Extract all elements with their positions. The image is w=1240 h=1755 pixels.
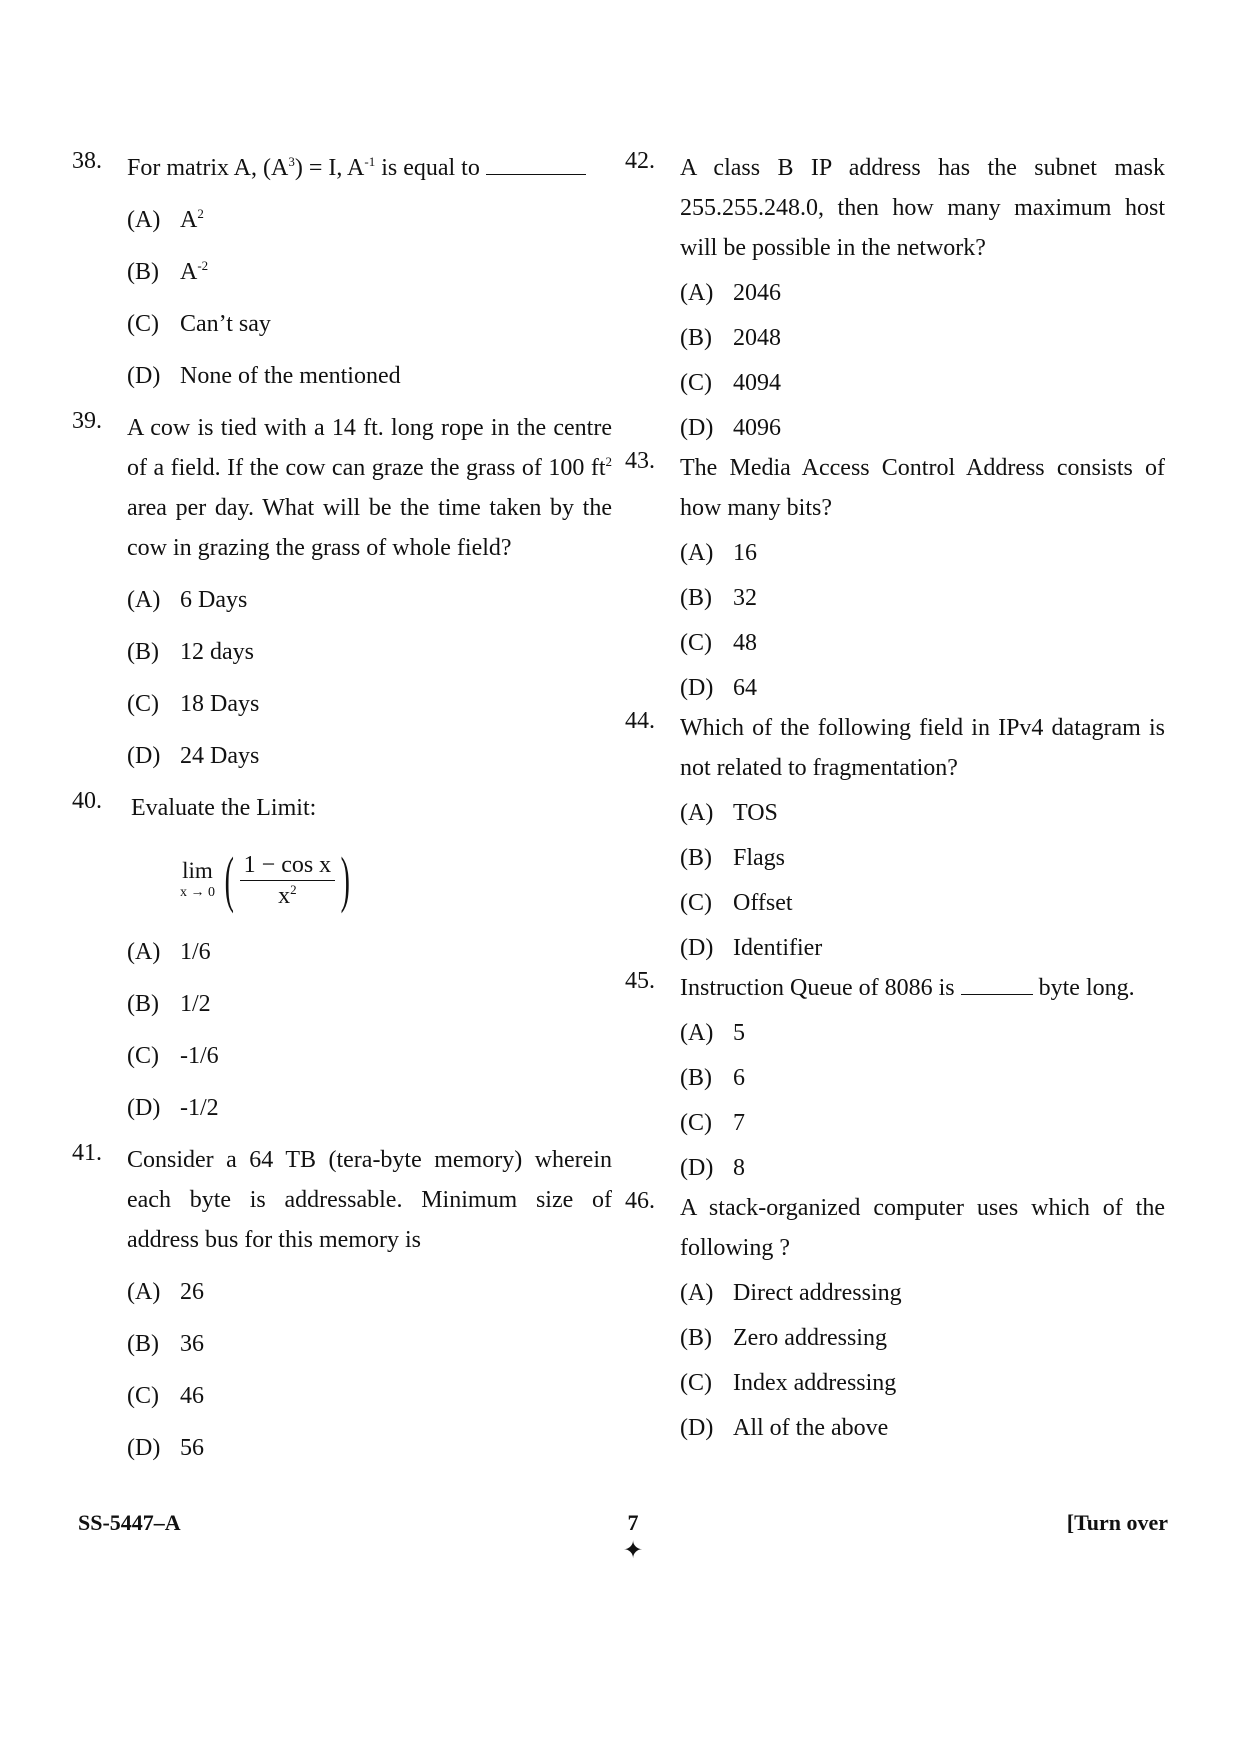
option-a: (A) TOS <box>680 800 778 826</box>
fraction: $\frac{\text{1 − cos x}}{x^2}$ <box>240 850 336 911</box>
option-b: (B) 12 days <box>127 639 254 665</box>
limit-formula <box>180 840 612 920</box>
question-number: 42. <box>625 148 655 174</box>
option-a: (A) 26 <box>127 1279 204 1305</box>
question-44 <box>625 708 1165 968</box>
question-number: 45. <box>625 968 655 994</box>
option-b: (B) Zero addressing <box>680 1325 887 1351</box>
page-number: 7 <box>627 1510 639 1535</box>
option-b: (B) 2048 <box>680 325 781 351</box>
option-d: (D) 4096 <box>680 415 781 441</box>
question-number: 40. <box>72 788 102 814</box>
option-c: (C) 48 <box>680 630 757 656</box>
option-a: (A) 1/6 <box>127 939 211 965</box>
option-b: (B) 1/2 <box>127 991 211 1017</box>
option-b: (B) 32 <box>680 585 757 611</box>
turn-over-label: [Turn over <box>1066 1510 1168 1535</box>
left-column <box>72 148 612 1468</box>
option-a: (A) 16 <box>680 540 757 566</box>
option-d: (D) -1/2 <box>127 1095 219 1121</box>
option-d: (D) Identifier <box>680 935 823 961</box>
option-b: (B) Flags <box>680 845 786 871</box>
paper-code: SS-5447–A <box>78 1510 181 1535</box>
question-41 <box>72 1140 612 1468</box>
question-stem: The Media Access Control Address consists of how many bits? <box>680 455 1165 521</box>
option-a: (A) Direct addressing <box>680 1280 902 1306</box>
option-a: (A) $A^2$ <box>127 206 204 233</box>
question-42 <box>625 148 1165 448</box>
option-c: (C) Can’t say <box>127 311 271 337</box>
option-d: (D) 8 <box>680 1155 745 1181</box>
option-d: (D) 64 <box>680 675 757 701</box>
question-stem: Which of the following field in IPv4 datagram is not related to fragmentation? <box>680 715 1165 781</box>
option-c: (C) 7 <box>680 1110 745 1136</box>
question-stem: For matrix A, $(A^3) = I$, $A^{-1}$ is equal to <box>127 148 612 188</box>
question-stem: A stack-organized computer uses which of the following ? <box>680 1195 1165 1261</box>
question-stem: A cow is tied with a 14 ft. long rope in the centre of a field. If the cow can graze the grass of 100 $ft^2$ area per day. What will be the time taken by the cow in grazing the grass of whole field? <box>127 415 612 561</box>
option-c: (C) -1/6 <box>127 1043 219 1069</box>
question-stem: A class B IP address has the subnet mask 255.255.248.0, then how many maximum host will be possible in the network? <box>680 155 1165 261</box>
option-c: (C) Index addressing <box>680 1370 897 1396</box>
right-paren: ) <box>340 846 351 914</box>
option-c: (C) 18 Days <box>127 691 260 717</box>
option-a: (A) 2046 <box>680 280 781 306</box>
question-number: 44. <box>625 708 655 734</box>
question-38 <box>72 148 612 396</box>
answer-blank <box>961 994 1033 995</box>
question-46 <box>625 1188 1165 1448</box>
answer-blank <box>486 174 586 175</box>
right-column <box>625 148 1165 1448</box>
option-d: (D) 56 <box>127 1435 204 1461</box>
option-c: (C) Offset <box>680 890 793 916</box>
left-paren: ( <box>224 846 234 914</box>
question-number: 38. <box>72 148 102 174</box>
question-number: 43. <box>625 448 655 474</box>
question-45 <box>625 968 1165 1188</box>
limit-operator: lim x → 0 <box>180 858 215 900</box>
option-d: (D) All of the above <box>680 1415 889 1441</box>
question-number: 41. <box>72 1140 102 1166</box>
option-d: (D) 24 Days <box>127 743 260 769</box>
option-b: (B) $A^{-2}$ <box>127 258 209 285</box>
question-stem: Consider a 64 TB (tera-byte memory) wherein each byte is addressable. Minimum size of address bus for this memory is <box>127 1147 612 1253</box>
question-number: 39. <box>72 408 102 434</box>
question-stem: Instruction Queue of 8086 is byte long. <box>680 975 1135 1001</box>
option-d: (D) None of the mentioned <box>127 363 401 389</box>
question-stem: Evaluate the Limit: <box>131 795 317 821</box>
question-40 <box>72 788 612 1128</box>
question-43 <box>625 448 1165 708</box>
star-ornament-icon: ✦ <box>622 1538 644 1564</box>
option-a: (A) 5 <box>680 1020 745 1046</box>
question-number: 46. <box>625 1188 655 1214</box>
page-footer <box>78 1510 1168 1570</box>
question-39 <box>72 408 612 776</box>
option-c: (C) 4094 <box>680 370 781 396</box>
option-b: (B) 36 <box>127 1331 204 1357</box>
option-b: (B) 6 <box>680 1065 745 1091</box>
option-c: (C) 46 <box>127 1383 204 1409</box>
option-a: (A) 6 Days <box>127 587 248 613</box>
